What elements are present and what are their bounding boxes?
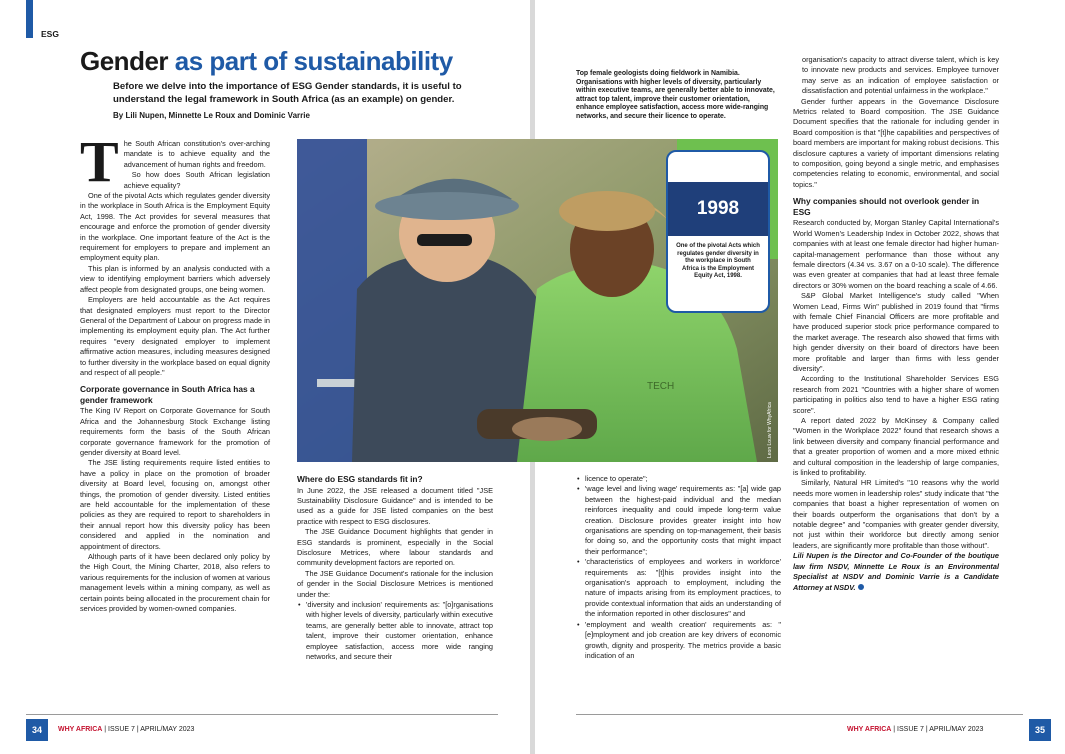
footer-rule xyxy=(26,714,498,715)
paragraph: Employers are held accountable as the Act requires that designated employers must report to the Director General of the Department of Labour on progress made in implementing its employment equity plan. The Act further requires "every designated employer to implement affirmative action measures, including measures designed to further diversity in the workplace based on equal dignity and respect of all people." xyxy=(80,295,270,377)
paragraph: S&P Global Market Intelligence's study called "When Women Lead, Firms Win" published in 2019 found that "firms with female Chief Financial Officers are more profitable and have produced superior stock price performance compared to the market average. The research also showed that firms with high gender diversity on their board of directors have been more profitable and larger than firms with less gender diversity". xyxy=(793,291,999,373)
callout-box xyxy=(666,150,770,313)
callout-text: One of the pivotal Acts which regulates gender diversity in the workplace in South Africa is the Employment Equity Act, 1998. xyxy=(676,243,760,279)
bullet-list xyxy=(297,600,493,662)
photo-credit: Leon Louw for WhyAfrica xyxy=(767,402,773,458)
drop-cap: T xyxy=(80,129,119,194)
footer-left xyxy=(58,726,194,733)
standfirst: Before we delve into the importance of ESG Gender standards, it is useful to understand the legal framework in South Africa (as an example) on gender. xyxy=(113,81,462,105)
list-continuation: organisation's capacity to attract diverse talent, which is key to innovate new products and services. Employee turnover may serve as an indication of employee satisfaction or dissatisfaction and potential unfairness in the workplace." xyxy=(802,55,999,96)
page-number-left: 34 xyxy=(26,719,48,741)
article-title xyxy=(80,46,453,77)
paragraph: So how does South African legislation achieve equality? xyxy=(123,170,270,190)
section-tag: ESG xyxy=(41,29,59,39)
paragraph: The King IV Report on Corporate Governance for South Africa and the Johannesburg Stock Exchange listing requirements form the basis of the South African corporate governance framework for the promotion of gender diversity at Board level. xyxy=(80,406,270,457)
svg-text:TECH: TECH xyxy=(647,381,675,392)
callout-year: 1998 xyxy=(668,182,768,236)
section-bar xyxy=(26,0,33,38)
list-item: • 'employment and wealth creation' requirements as: "[e]mployment and job creation are key drivers of economic growth, dignity and prosperity. The metrics provide a basic indication of an xyxy=(576,620,781,662)
column-1 xyxy=(80,129,270,614)
list-item-text: licence to operate"; xyxy=(585,474,648,483)
list-item: • 'wage level and living wage' requirements as: "[a] wide gap between the highest-paid individual and the median reinforces inequality and could impede long-term value creation. Disclosure provides greater insight into how organisations are spending on top-management, their basis for doing so, and the opportunity costs that might impact their performance"; xyxy=(576,484,781,557)
magazine-name: WHY AFRICA xyxy=(847,726,892,733)
paragraph: In June 2022, the JSE released a document titled "JSE Sustainability Disclosure Guidance" and is intended to be used as a guide for JSE listed companies on the best practice with respect to ESG disclosures. xyxy=(297,485,493,526)
paragraph: Research conducted by, Morgan Stanley Capital International's World Women's Leadership Index in October 2022, shows that companies with at least one female director had higher human-capital-management performance than those without any female directors (4.34 vs. 3.67 on a 0-10 scale). The difference was even greater at companies that had at least three female directors or 30% women on the board reaching a scale of 4.66. xyxy=(793,218,999,290)
list-item: • 'characteristics of employees and workers in workforce' requirements as: "[t]his provides insight into the organisation's approach to employment, including the nature of impacts arising from its employment practices, to provide contextual information that aids an understanding of the information reported in other disclosures" and xyxy=(576,557,781,619)
list-item: • 'diversity and inclusion' requirements as: "[o]rganisations with higher levels of diversity, particularly within executive teams, are generally better able to innovate, attract top talent, improve their customer orientation, enhance employee satisfaction, access more wide ranging networks, and secure their xyxy=(297,600,493,662)
paragraph: A report dated 2022 by McKinsey & Company called "Women in the Workplace 2022" found that research shows a link between diversity and company financial performance and that a greater proportion of women and a more mixed ethnic and cultural composition in the leadership of large companies, is linked to profitability. xyxy=(793,416,999,478)
bullet-list xyxy=(576,474,781,661)
intro-text: he South African constitution's over-arching mandate is to achieve equality and the advancement of human rights and freedom. xyxy=(123,139,270,169)
paragraph: This plan is informed by an analysis conducted with a view to identifying employment barriers which adversely affect people from designated groups, one being women. xyxy=(80,263,270,294)
issue-info: | ISSUE 7 | APRIL/MAY 2023 xyxy=(893,726,984,733)
paragraph: The JSE listing requirements require listed entities to have a policy in place on the promotion of broader diversity at Board level, focusing on, amongst other things, the promotion of gender diversity. Listed entities are held accountable for the implementation of these policies as they are required to report to shareholders in their annual report how this diversity policy has been considered and applied in the nomination and appointment of directors. xyxy=(80,458,270,551)
title-part-2: as part of sustainability xyxy=(174,46,453,76)
paragraph: Similarly, Natural HR Limited's "10 reasons why the world needs more women in leadership roles" study indicate that "the companies that boast a higher representation of women on their boards outperform the organisations that don't by a notable degree" and "companies with greater gender diversity, not just within their workforce but directly among senior leaders, are significantly more profitable than those without". xyxy=(793,478,999,550)
column-4 xyxy=(793,55,999,593)
title-part-1: Gender xyxy=(80,46,169,76)
footer-rule xyxy=(576,714,1023,715)
column-3 xyxy=(576,474,781,661)
magazine-name: WHY AFRICA xyxy=(58,726,103,733)
subheading: Corporate governance in South Africa has a gender framework xyxy=(80,384,255,405)
paragraph: Although parts of it have been declared only policy by the High Court, the Mining Charter, 2018, also refers to various requirements for the inclusion of women at various management levels within a mining company, as well as certain points being allocated in the procurement chain for services provided by women-owned companies. xyxy=(80,552,270,614)
subheading: Why companies should not overlook gender in ESG xyxy=(793,196,980,217)
author-bio xyxy=(793,551,999,593)
footer-right xyxy=(847,726,983,733)
paragraph: According to the Institutional Shareholder Services ESG research from 2021 "Countries with a higher share of women participating in politics also tend to have a higher ESG rating score". xyxy=(793,374,999,415)
paragraph: The JSE Guidance Document's rationale for the inclusion of gender in the Social Disclosure Metrices is mentioned under the: xyxy=(297,568,493,599)
author-bio-text: Lili Nupen is the Director and Co-Founder of the boutique law firm NSDV, Minnette Le Roux is an Environmental Specialist at NSDV and Dominic Varrie is a Candidate Attorney at NSDV. xyxy=(793,551,999,592)
issue-info: | ISSUE 7 | APRIL/MAY 2023 xyxy=(104,726,195,733)
photo-caption: Top female geologists doing fieldwork in Namibia. Organisations with higher levels of diversity, particularly within executive teams, are generally better able to innovate, attract top talent, improve their customer orientation, enhance employee satisfaction, access more wide-ranging networks, and secure their licence to operate. xyxy=(576,70,775,120)
list-item-continued xyxy=(576,474,781,484)
page-number-right: 35 xyxy=(1029,719,1051,741)
paragraph: Gender further appears in the Governance Disclosure Metrics related to Board composition. The JSE Guidance Document specifies that the rationale for including gender in Board composition is that "[t]he capabilities and perspectives of board members are important for making robust decisions. This disclosure captures a variety of important dimensions relating to composition, going beyond a single metric, and emphasises competencies relating to economic, environmental, and social topics." xyxy=(793,96,999,189)
paragraph: One of the pivotal Acts which regulates gender diversity in the workplace in South Africa is the Employment Equity Act, 1998. The Act provides for several measures that encourage and enforce the promotion of gender diversity in the workplace. One important feature of the Act is the requirement for employers to prepare and implement an employment equity plan. xyxy=(80,191,270,263)
byline: By Lili Nupen, Minnette Le Roux and Dominic Varrie xyxy=(113,111,310,120)
column-2 xyxy=(297,474,493,662)
paragraph: The JSE Guidance Document highlights that gender in ESG standards is prominent, especially in the Social Disclosure Metrices, where labour standards and community development factors are reported on. xyxy=(297,527,493,568)
end-mark-icon xyxy=(858,584,864,590)
subheading: Where do ESG standards fit in? xyxy=(297,474,423,484)
